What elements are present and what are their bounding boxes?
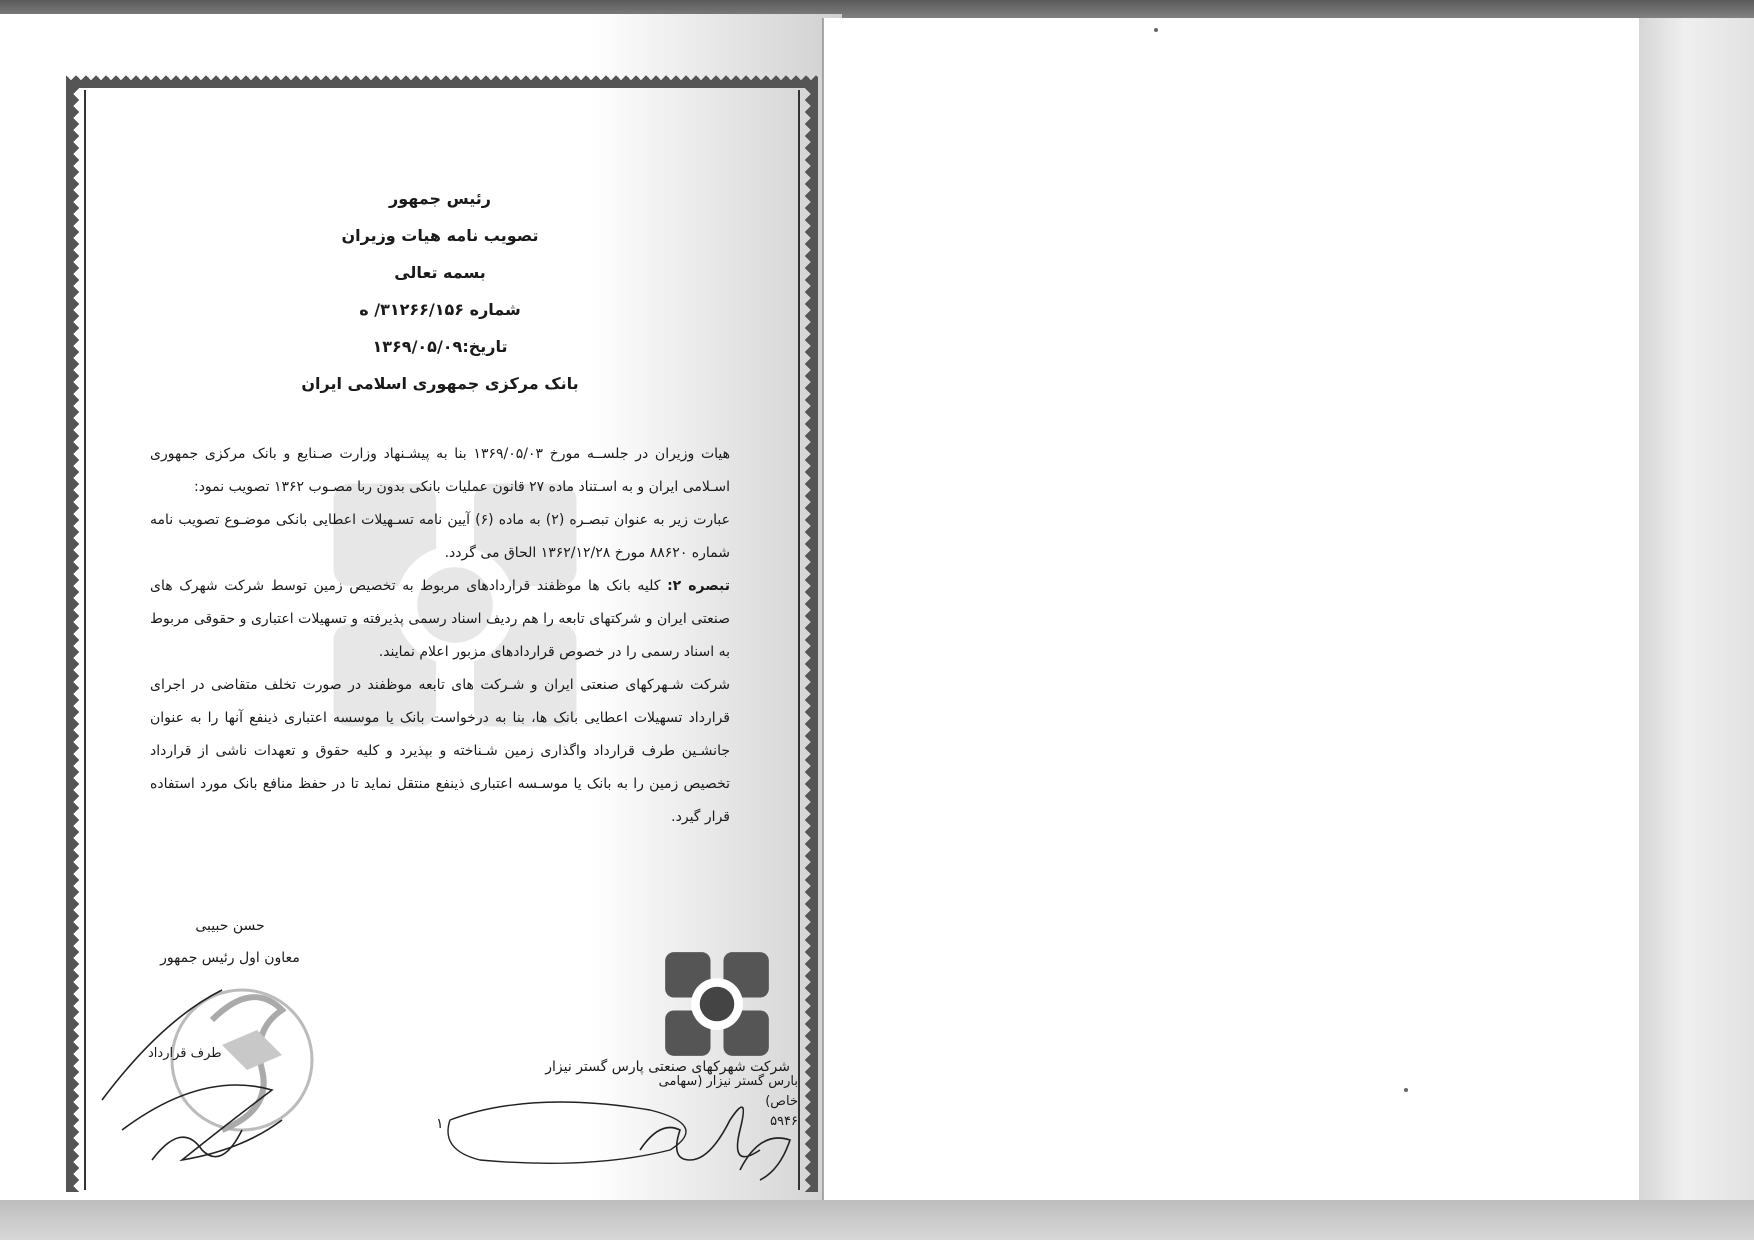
page-number: ۱: [436, 1116, 444, 1132]
scanner-bottom-shadow: [0, 1200, 1754, 1240]
border-inner-line-right: [798, 90, 800, 1190]
border-left-teeth: [66, 88, 80, 1192]
paragraph-note: [150, 570, 730, 669]
contract-party-label: طرف قرارداد: [148, 1046, 222, 1061]
company-name: شرکت شهرکهای صنعتی پارس گستر نیزار: [545, 1059, 790, 1075]
stamp-line-2: ۵۹۴۶: [770, 1114, 798, 1129]
header-president: رئیس جمهور: [389, 189, 491, 208]
border-inner-line-left: [84, 90, 86, 1190]
header-basmala: بسمه تعالی: [394, 263, 486, 282]
right-signature: [440, 1080, 800, 1190]
paragraph-amendment: عبارت زیر به عنوان تبصـره (۲) به ماده (۶) آیین نامه تسـهیلات اعطایی بانکی موضـوع تصویب نامه شماره ۸۸۶۲۰ مورخ ۱۳۶۲/۱۲/۲۸ الحاق می گردد.: [150, 512, 731, 561]
speck: [1154, 28, 1158, 32]
border-right-teeth: [804, 88, 818, 1192]
stamp-line-1: بارس گستر نیزار (سهامی خاص): [658, 1074, 798, 1109]
right-page-edge: [1639, 18, 1754, 1202]
header-number: شماره ۳۱۲۶۶/۱۵۶/ ه: [359, 300, 521, 319]
paragraph-obligations: شرکت شـهرکهای صنعتی ایران و شـرکت های تابعه موظفند در صورت تخلف متقاضی در اجرای قرارداد تسهیلات اعطایی بانک ها، بنا به درخواست بانک یا موسسه اعتباری ذینفع آنها را به عنوان جانشـین طرف قرارداد واگذاری زمین شـناخته و بپذیرد و کلیه حقوق و تعهدات ناشی از قرارداد تخصیص زمین را به بانک یا موسـسه اعتباری ذینفع منتقل نماید تا در حفظ منافع بانک مورد استفاده قرار گیرد.: [150, 677, 730, 825]
company-logo: [662, 950, 772, 1058]
header-date: تاریخ:۱۳۶۹/۰۵/۰۹: [372, 337, 508, 356]
right-page-blank: [824, 18, 1639, 1202]
signer-title: معاون اول رئیس جمهور: [160, 950, 300, 966]
header-cabinet-decree: تصویب نامه هیات وزیران: [341, 226, 539, 245]
paragraph-approval: هیات وزیران در جلســه مورخ ۱۳۶۹/۰۵/۰۳ بنا به پیشـنهاد وزارت صـنایع و بانک مرکزی جمهوری اسـلامی ایران و به اسـتناد ماده ۲۷ قانون عملیات بانکی بدون ربا مصـوب ۱۳۶۲ تصویب نمود:: [150, 446, 730, 495]
speck: [1404, 1088, 1408, 1092]
signer-name: حسن حبیبی: [195, 918, 265, 934]
document-header: [150, 180, 730, 402]
border-top-teeth: [66, 72, 818, 88]
note-label: تبصره ۲:: [667, 578, 730, 594]
decree-body: [150, 438, 730, 834]
header-addressee: بانک مرکزی جمهوری اسلامی ایران: [301, 374, 579, 393]
note-text: کلیه بانک ها موظفند قراردادهای مربوط به تخصیص زمین توسط شرکت شهرک های صنعتی ایران و شرکتهای تابعه را هم ردیف اسناد رسمی پذیرفته و تسهیلات اعتباری و حقوقی مربوط به اسناد رسمی را در خصوص قراردادهای مزبور اعلام نمایند.: [150, 578, 730, 660]
